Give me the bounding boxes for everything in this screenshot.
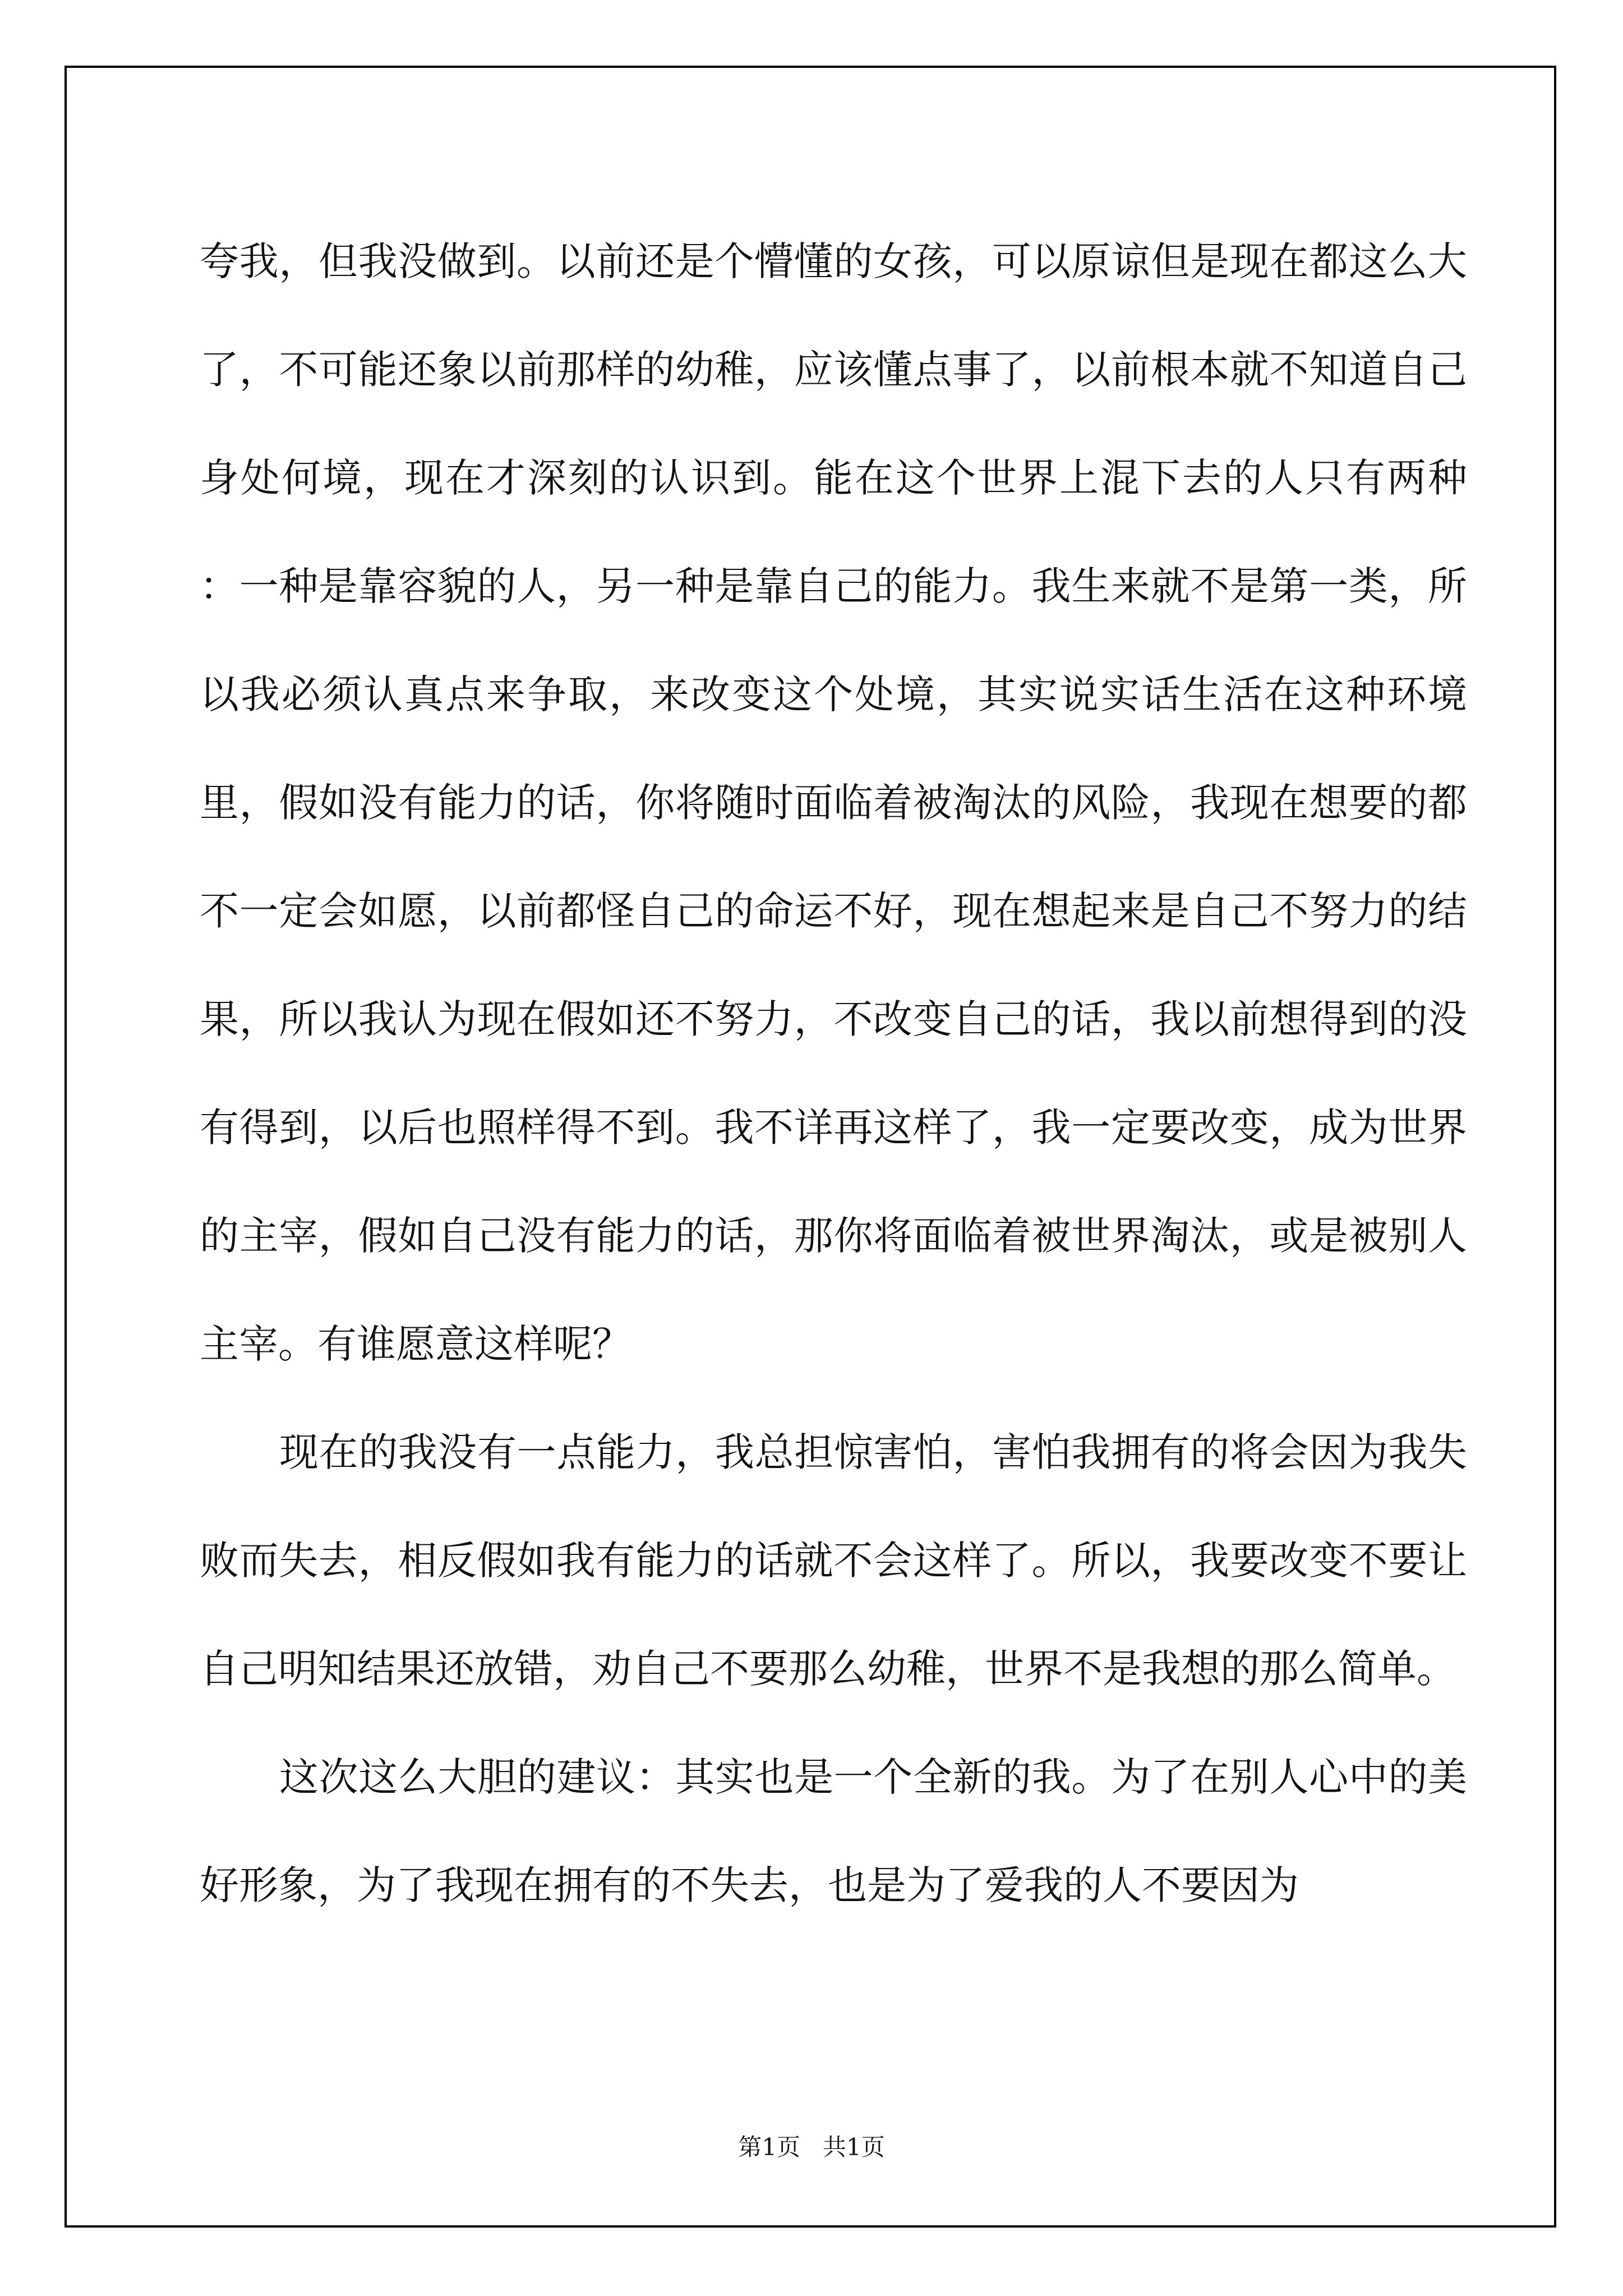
page-footer: 第1页 共1页	[738, 2133, 885, 2161]
paragraph-3: 这次这么大胆的建议：其实也是一个全新的我。为了在别人心中的美好形象，为了我现在拥有的不失去，也是为了爱我的人不要因为	[200, 1754, 1467, 1908]
document-body	[200, 208, 1467, 1940]
paragraph-2: 现在的我没有一点能力，我总担惊害怕，害怕我拥有的将会因为我失败而失去，相反假如我有能力的话就不会这样了。所以，我要改变不要让自己明知结果还放错，劝自己不要那么幼稚，世界不是我想的那么简单。	[200, 1429, 1467, 1692]
paragraph-1: 夸我，但我没做到。以前还是个懵懂的女孩，可以原谅但是现在都这么大了，不可能还象以前那样的幼稚，应该懂点事了，以前根本就不知道自己身处何境，现在才深刻的认识到。能在这个世界上混下去的人只有两种 ：一种是靠容貌的人，另一种是靠自己的能力。我生来就不是第一类，所以我必须认真点来争取，来改变这个处境，其实说实话生活在这种环境里，假如没有能力的话，你将随时面临着被淘汰的风险，我现在想要的都不一定会如愿，以前都怪自己的命运不好，现在想起来是自己不努力的结果，所以我认为现在假如还不努力，不改变自己的话，我以前想得到的没有得到，以后也照样得不到。我不详再这样了，我一定要改变，成为世界的主宰，假如自己没有能力的话，那你将面临着被世界淘汰，或是被别人主宰。有谁愿意这样呢？	[200, 238, 1467, 1367]
